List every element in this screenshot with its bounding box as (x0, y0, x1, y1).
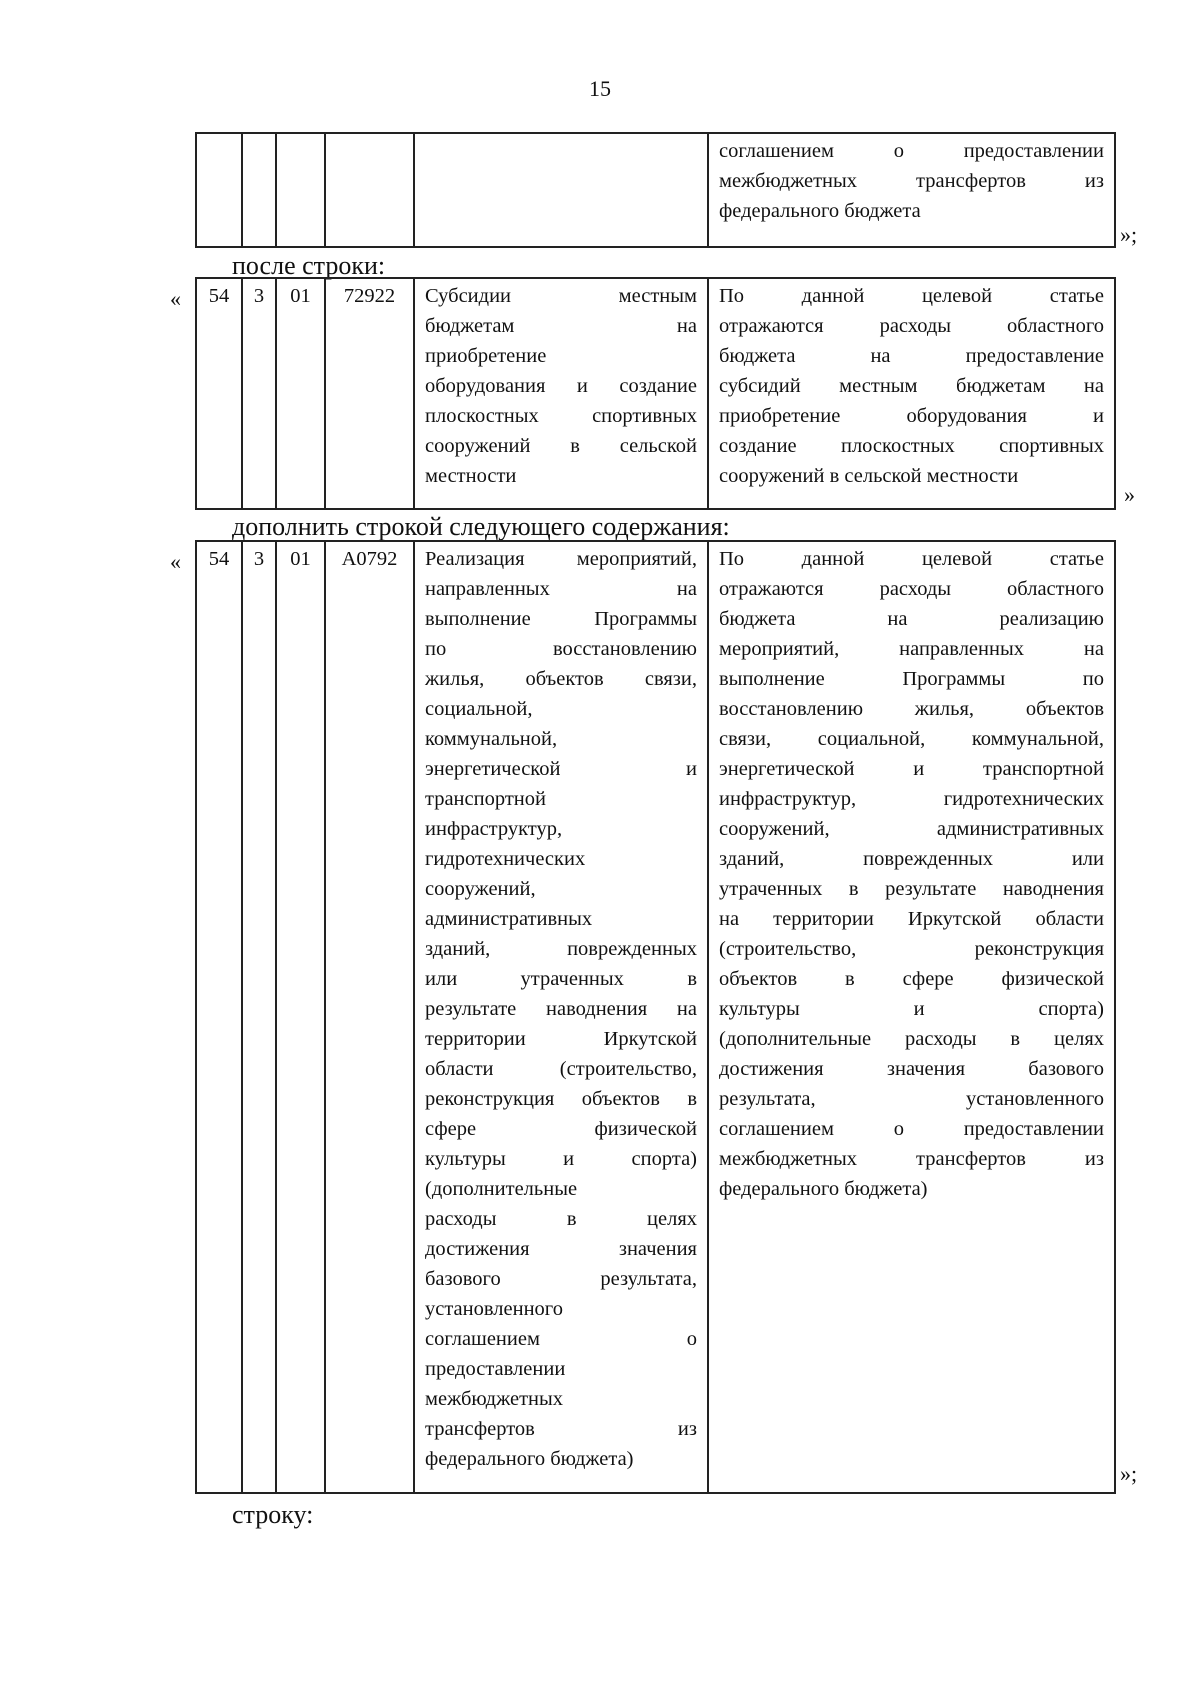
text-line: (дополнительные (425, 1178, 578, 1200)
text-line: реконструкция объектов в (425, 1088, 697, 1110)
cell-description (708, 133, 1115, 247)
text-line: транспортной (425, 788, 546, 810)
text-line: бюджета на предоставление (719, 345, 1104, 367)
text-line: По данной целевой статье (719, 548, 1104, 570)
label-after-row: после строки: (232, 251, 386, 280)
table-row (196, 133, 1115, 247)
text-line: (строительство, реконструкция (719, 938, 1104, 960)
text-line: федерального бюджета (719, 200, 921, 222)
table-row (196, 278, 1115, 509)
cell-code-2 (242, 133, 276, 247)
text-line: утраченных в результате наводнения (719, 878, 1104, 900)
closing-quote: »; (1120, 1461, 1138, 1486)
text-line: восстановлению жилья, объектов (719, 698, 1104, 720)
text-line: Субсидии местным (425, 285, 697, 307)
text-line: межбюджетных трансфертов из (719, 170, 1104, 192)
text-line: установленного (425, 1298, 563, 1320)
cell-code-1 (196, 133, 242, 247)
text-line: местности (425, 465, 517, 487)
text-line: территории Иркутской (425, 1028, 697, 1050)
cell-description (708, 278, 1115, 509)
text-line: инфраструктур, (425, 818, 563, 840)
text-line: сооружений в сельской местности (719, 465, 1019, 487)
text-line: сооружений в сельской (425, 435, 697, 457)
text-line: сооружений, административных (719, 818, 1104, 840)
text-line: По данной целевой статье (719, 285, 1104, 307)
text-line: отражаются расходы областного (719, 315, 1104, 337)
text-line: результата, установленного (719, 1088, 1104, 1110)
text-line: выполнение Программы (425, 608, 697, 630)
text-line: федерального бюджета) (425, 1448, 634, 1470)
text-line: межбюджетных (425, 1388, 564, 1410)
text-line: мероприятий, направленных на (719, 638, 1104, 660)
text-line: зданий, поврежденных (425, 938, 697, 960)
text-line: связи, социальной, коммунальной, (719, 728, 1104, 750)
text-line: направленных на (425, 578, 697, 600)
text-line: соглашением о (425, 1328, 697, 1350)
text-line: социальной, (425, 698, 533, 720)
text-line: расходы в целях (425, 1208, 697, 1230)
text-line: сооружений, (425, 878, 536, 900)
cell-code-4 (325, 133, 414, 247)
cell-code-3: 01 (276, 541, 325, 1493)
text-line: достижения значения (425, 1238, 697, 1260)
text-line: бюджета на реализацию (719, 608, 1104, 630)
text-line: гидротехнических (425, 848, 586, 870)
text-line: результате наводнения на (425, 998, 697, 1020)
text-line: достижения значения базового (719, 1058, 1104, 1080)
text-line: предоставлении (425, 1358, 566, 1380)
text-line: приобретение (425, 345, 547, 367)
cell-name (414, 541, 708, 1493)
text-line: инфраструктур, гидротехнических (719, 788, 1104, 810)
text-line: трансфертов из (425, 1418, 697, 1440)
opening-quote: « (170, 549, 181, 574)
cell-code-4: А0792 (325, 541, 414, 1493)
text-line: (дополнительные расходы в целях (719, 1028, 1104, 1050)
text-line: энергетической и транспортной (719, 758, 1104, 780)
text-line: сфере физической (425, 1118, 697, 1140)
text-line: на территории Иркутской области (719, 908, 1104, 930)
cell-code-1: 54 (196, 541, 242, 1493)
text-line: объектов в сфере физической (719, 968, 1104, 990)
table-block-after-row (195, 277, 1116, 510)
label-row: строку: (232, 1500, 314, 1529)
text-line: субсидий местным бюджетам на (719, 375, 1104, 397)
cell-code-3 (276, 133, 325, 247)
table-block-continuation (195, 132, 1116, 248)
table-row (196, 541, 1115, 1493)
text-line: соглашением о предоставлении (719, 1118, 1104, 1140)
cell-code-1: 54 (196, 278, 242, 509)
closing-quote: » (1124, 482, 1135, 507)
cell-name (414, 133, 708, 247)
text-line: административных (425, 908, 593, 930)
text-line: межбюджетных трансфертов из (719, 1148, 1104, 1170)
text-line: плоскостных спортивных (425, 405, 697, 427)
text-line: оборудования и создание (425, 375, 697, 397)
opening-quote: « (170, 286, 181, 311)
text-line: выполнение Программы по (719, 668, 1104, 690)
cell-name (414, 278, 708, 509)
text-line: соглашением о предоставлении (719, 140, 1104, 162)
cell-code-3: 01 (276, 278, 325, 509)
text-line: энергетической и (425, 758, 697, 780)
text-line: зданий, поврежденных или (719, 848, 1104, 870)
text-line: базового результата, (425, 1268, 697, 1290)
text-line: области (строительство, (425, 1058, 697, 1080)
text-line: или утраченных в (425, 968, 697, 990)
cell-description (708, 541, 1115, 1493)
text-line: культуры и спорта) (425, 1148, 697, 1170)
table-block-new-row (195, 540, 1116, 1494)
cell-code-2: 3 (242, 278, 276, 509)
text-line: жилья, объектов связи, (425, 668, 697, 690)
text-line: по восстановлению (425, 638, 697, 660)
cell-code-2: 3 (242, 541, 276, 1493)
page-number: 15 (589, 76, 611, 101)
text-line: отражаются расходы областного (719, 578, 1104, 600)
closing-quote: »; (1120, 222, 1138, 247)
label-add-row: дополнить строкой следующего содержания: (232, 512, 730, 541)
text-line: приобретение оборудования и (719, 405, 1104, 427)
text-line: Реализация мероприятий, (425, 548, 697, 570)
cell-code-4: 72922 (325, 278, 414, 509)
text-line: культуры и спорта) (719, 998, 1104, 1020)
text-line: создание плоскостных спортивных (719, 435, 1104, 457)
text-line: коммунальной, (425, 728, 558, 750)
text-line: бюджетам на (425, 315, 697, 337)
text-line: федерального бюджета) (719, 1178, 928, 1200)
